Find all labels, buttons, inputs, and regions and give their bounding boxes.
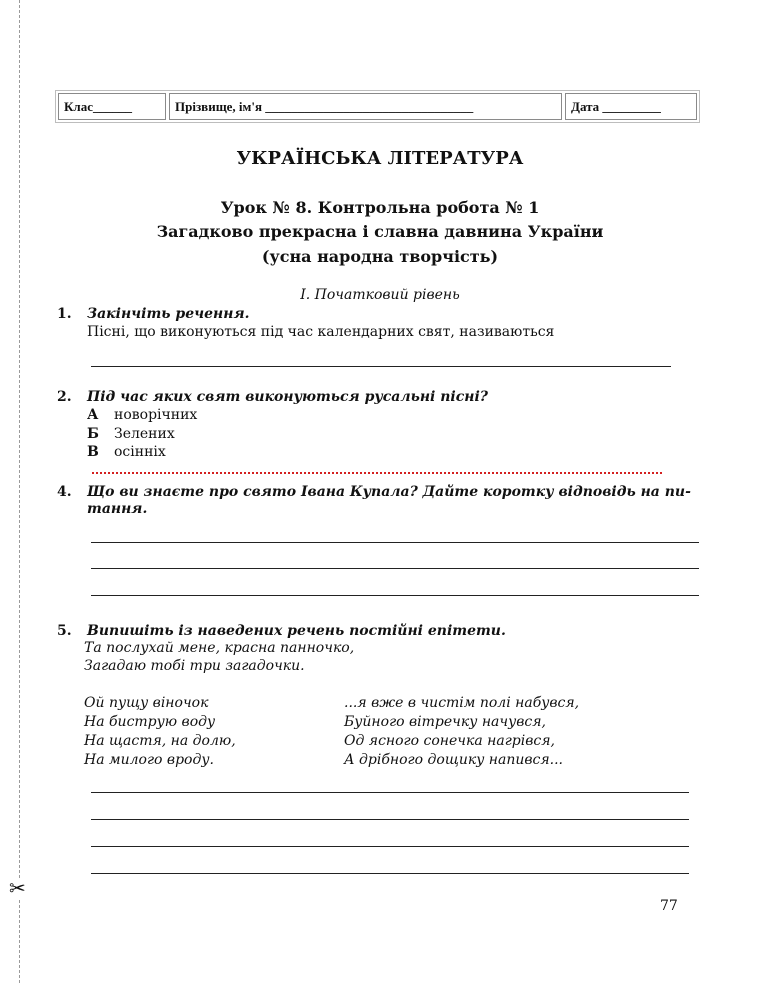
option-text: осінніх (114, 444, 166, 460)
q4-answer-line[interactable] (91, 595, 699, 596)
poem-right-line: А дрібного дощику напився... (344, 752, 563, 768)
q4-question-line2: тання. (87, 501, 148, 517)
q5-answer-line[interactable] (91, 792, 689, 793)
q5-intro-line: Та послухай мене, красна панночко, (84, 640, 355, 656)
poem-left-line: На щастя, на долю, (84, 733, 236, 749)
q4-question-line1: Що ви знаєте про свято Івана Купала? Дайте коротку відповідь на пи- (87, 484, 691, 500)
q5-instruction: Випишіть із наведених речень постійні епітети. (87, 623, 506, 639)
lesson-title: Урок № 8. Контрольна робота № 1 (220, 198, 540, 217)
option-letter: Б (87, 426, 99, 442)
q5-number: 5. (57, 623, 72, 639)
poem-right-line: Од ясного сонечка нагрівся, (344, 733, 555, 749)
q5-answer-line[interactable] (91, 873, 689, 874)
q1-number: 1. (57, 306, 72, 322)
name-field[interactable]: Прізвище, ім'я ________________________________ (169, 93, 562, 120)
q1-text: Пісні, що виконуються під час календарних свят, називаються (87, 324, 555, 340)
date-field[interactable]: Дата _________ (565, 93, 697, 120)
lesson-subtopic: (усна народна творчість) (261, 247, 499, 266)
class-field[interactable]: Клас______ (58, 93, 166, 120)
q5-answer-line[interactable] (91, 846, 689, 847)
poem-right-line: ...я вже в чистім полі набувся, (344, 695, 580, 711)
scissors-icon: ✂ (9, 876, 26, 900)
q5-answer-line[interactable] (91, 819, 689, 820)
q2-option-b[interactable] (87, 426, 175, 442)
q2-number: 2. (57, 389, 72, 405)
option-text: новорічних (114, 407, 198, 423)
q2-question: Під час яких свят виконуються русальні пісні? (87, 389, 488, 405)
q4-number: 4. (57, 484, 72, 500)
q2-option-a[interactable] (87, 407, 197, 423)
option-letter: А (87, 407, 99, 423)
q5-intro-line: Загадаю тобі три загадочки. (84, 658, 305, 674)
q1-instruction: Закінчіть речення. (87, 306, 250, 322)
poem-left-line: Ой пущу віночок (84, 695, 209, 711)
poem-right-line: Буйного вітречку начувся, (344, 714, 546, 730)
poem-left-line: На милого вроду. (84, 752, 214, 768)
red-dotted-divider (92, 472, 662, 474)
q2-option-c[interactable] (87, 444, 166, 460)
student-info-table (55, 90, 700, 123)
option-text: Зелених (114, 426, 175, 442)
lesson-topic: Загадково прекрасна і славна давнина України (156, 222, 604, 241)
poem-left-line: На биструю воду (84, 714, 216, 730)
page-number: 77 (660, 898, 678, 914)
option-letter: В (87, 444, 99, 460)
subject-title: УКРАЇНСЬКА ЛІТЕРАТУРА (236, 148, 524, 169)
level-title: I. Початковий рівень (300, 287, 460, 303)
q4-answer-line[interactable] (91, 568, 699, 569)
q1-answer-line[interactable] (91, 366, 671, 367)
q4-answer-line[interactable] (91, 542, 699, 543)
